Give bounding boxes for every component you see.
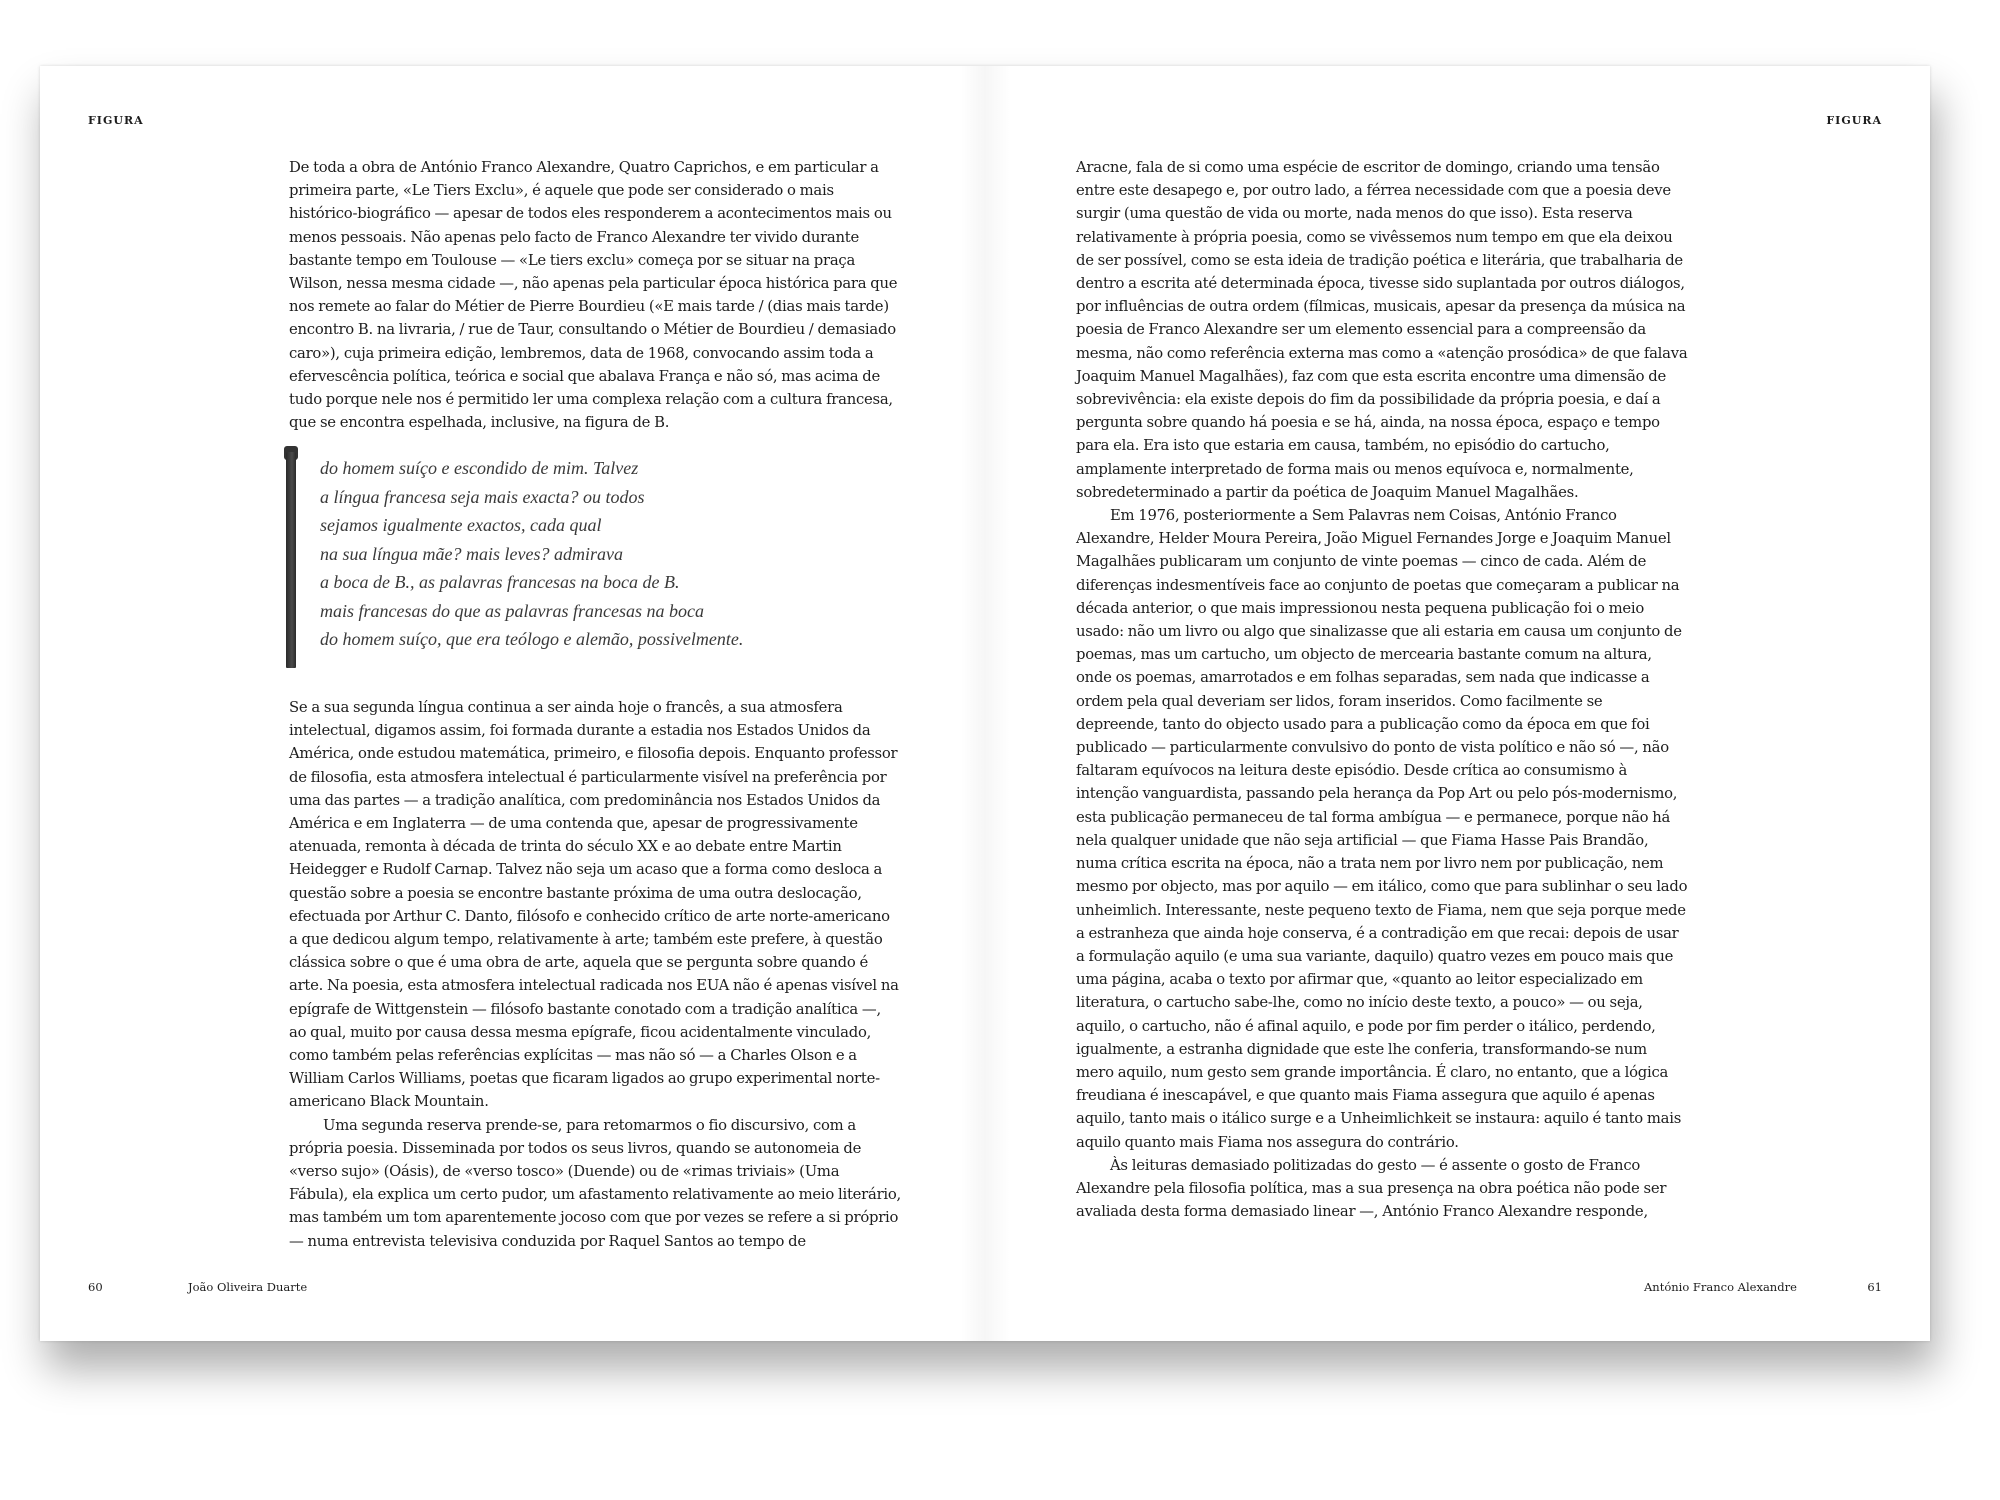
page-number-left: 60 xyxy=(88,1280,103,1294)
left-page-paragraphs-2 xyxy=(289,696,901,1253)
poem-line: na sua língua mãe? mais leves? admirava xyxy=(320,543,623,564)
running-head-left: FIGURA xyxy=(88,114,144,127)
poem-line: do homem suíço e escondido de mim. Talvez xyxy=(320,458,639,478)
poem-line: a boca de B., as palavras francesas na boca de B. xyxy=(320,572,680,592)
paragraph: Às leituras demasiado politizadas do gesto — é assente o gosto de Franco Alexandre pela filosofia política, mas a sua presença na obra poética não pode ser avaliada desta forma demasiado linear —, António Franco Alexandre responde, xyxy=(1076,1156,1667,1221)
paragraph: Se a sua segunda língua continua a ser ainda hoje o francês, a sua atmosfera intelectual, digamos assim, foi formada durante a estadia nos Estados Unidos da América, onde estudou matemática, primeiro, e filosofia depois. Enquanto professor de filosofia, esta atmosfera intelectual é particularmente visível na preferência por uma das partes — a tradição analítica, com predominância nos Estados Unidos da América e em Inglaterra — de uma contenda que, apesar de progressivamente atenuada, remonta à década de trinta do século XX e ao debate entre Martin Heidegger e Rudolf Carnap. Talvez não seja um acaso que a forma como desloca a questão sobre a poesia se encontre bastante próxima de uma outra deslocação, efectuada por Arthur C. Danto, filósofo e conhecido crítico de arte norte-americano a que dedicou algum tempo, relativamente à arte; também este prefere, à questão clássica sobre o que é uma obra de arte, aquela que se pergunta sobre quando é arte. Na poesia, esta atmosfera intelectual radicada nos EUA não é apenas visível na epígrafe de Wittgenstein — filósofo bastante conotado com a tradição analítica —, ao qual, muito por causa dessa mesma epígrafe, ficou acidentalmente vinculado, como também pelas referências explícitas — mas não só — a Charles Olson e a William Carlos Williams, poetas que ficaram ligados ao grupo experimental norte-americano Black Mountain. xyxy=(289,699,899,1111)
poem-lines xyxy=(320,454,743,654)
brush-stroke-bar xyxy=(286,452,296,668)
paragraph: Em 1976, posteriormente a Sem Palavras nem Coisas, António Franco Alexandre, Helder Moura Pereira, João Miguel Fernandes Jorge e Joaquim Manuel Magalhães publicaram um conjunto de vinte poemas — cinco de cada. Além de diferenças indesmentíveis face ao conjunto de poetas que começaram a publicar na década anterior, o que mais impressionou nesta pequena publicação foi o meio usado: não um livro ou algo que sinalizasse que ali estaria em causa um conjunto de poemas, mas um cartucho, um objecto de mercearia bastante comum na altura, onde os poemas, amarrotados e em folhas separadas, sem nada que indicasse a ordem pela qual deveriam ser lidos, foram inseridos. Como facilmente se depreende, tanto do objecto usado para a publicação como da época em que foi publicado — particularmente convulsivo do ponto de vista político e não só —, não faltaram equívocos na leitura deste episódio. Desde crítica ao consumismo à intenção vanguardista, passando pela herança da Pop Art ou pelo pós-modernismo, esta publicação permaneceu de tal forma ambígua — e permanece, porque não há nela qualquer unidade que não seja artificial — que Fiama Hasse Pais Brandão, numa crítica escrita na época, não a trata nem por livro nem por publicação, nem mesmo por objecto, mas por aquilo — em itálico, como que para sublinhar o seu lado unheimlich. Interessante, neste pequeno texto de Fiama, nem que seja porque mede a estranheza que ainda hoje conserva, é a contradição em que recai: depois de usar a formulação aquilo (e uma sua variante, daquilo) quatro vezes em pouco mais que uma página, acaba o texto por afirmar que, «quanto ao leitor especializado em literatura, o cartucho sabe-lhe, como no início deste texto, a pouco» — ou seja, aquilo, o cartucho, não é afinal aquilo, e pode por fim perder o itálico, perdendo, igualmente, a estranha dignidade que este lhe conferia, transformando-se num mero aquilo, num gesto sem grande importância. É claro, no entanto, que a lógica freudiana é inescapável, e que quanto mais Fiama assegura que aquilo é apenas aquilo, tanto mais o itálico surge e a Unheimlichkeit se instaura: aquilo é tanto mais aquilo quanto mais Fiama nos assegura do contrário. xyxy=(1076,507,1688,1151)
poem-line: do homem suíço, que era teólogo e alemão, possivelmente. xyxy=(320,629,744,649)
footer-title: António Franco Alexandre xyxy=(1644,1280,1797,1294)
poem-line: sejamos igualmente exactos, cada qual xyxy=(320,515,602,535)
page-number-right: 61 xyxy=(1867,1280,1882,1294)
running-head-right: FIGURA xyxy=(1826,114,1882,127)
poem-line: a língua francesa seja mais exacta? ou todos xyxy=(320,486,645,507)
footer-author: João Oliveira Duarte xyxy=(188,1280,308,1294)
right-page-paragraphs xyxy=(1076,156,1688,1223)
poem-excerpt xyxy=(286,452,846,674)
spine-shadow xyxy=(960,66,1010,1341)
poem-line: mais francesas do que as palavras francesas na boca xyxy=(320,600,704,621)
paragraph: Uma segunda reserva prende-se, para retomarmos o fio discursivo, com a própria poesia. Disseminada por todos os seus livros, quando se autonomeia de «verso sujo» (Oásis), de «verso tosco» (Duende) ou de «rimas triviais» (Uma Fábula), ela explica um certo pudor, um afastamento relativamente ao meio literário, mas também um tom aparentemente jocoso com que por vezes se refere a si próprio — numa entrevista televisiva conduzida por Raquel Santos ao tempo de xyxy=(289,1116,901,1250)
paragraph: Aracne, fala de si como uma espécie de escritor de domingo, criando uma tensão entre este desapego e, por outro lado, a férrea necessidade com que a poesia deve surgir (uma questão de vida ou morte, nada menos do que isso). Esta reserva relativamente à própria poesia, como se vivêssemos num tempo em que ela deixou de ser possível, como se esta ideia de tradição poética e literária, que trabalharia de dentro a escrita até determinada época, tivesse sido suplantada por outros diálogos, por influências de outra ordem (fílmicas, musicais, apesar da presença da música na poesia de Franco Alexandre ser um elemento essencial para a compreensão da mesma, não como referência externa mas como a «atenção prosódica» de que falava Joaquim Manuel Magalhães), faz com que esta escrita encontre uma dimensão de sobrevivência: ela existe depois do fim da possibilidade da própria poesia, e daí a pergunta sobre quando há poesia e se há, ainda, na nossa época, espaço e tempo para ela. Era isto que estaria em causa, também, no episódio do cartucho, amplamente interpretado de forma mais ou menos equívoca e, normalmente, sobredeterminado a partir da poética de Joaquim Manuel Magalhães. xyxy=(1076,159,1688,501)
book-spread xyxy=(40,66,1930,1341)
paragraph: De toda a obra de António Franco Alexandre, Quatro Caprichos, e em particular a primeira parte, «Le Tiers Exclu», é aquele que pode ser considerado o mais histórico-biográfico — apesar de todos eles responderem a acontecimentos mais ou menos pessoais. Não apenas pelo facto de Franco Alexandre ter vivido durante bastante tempo em Toulouse — «Le tiers exclu» começa por se situar na praça Wilson, nessa mesma cidade —, não apenas pela particular época histórica para que nos remete ao falar do Métier de Pierre Bourdieu («E mais tarde / (dias mais tarde) encontro B. na livraria, / rue de Taur, consultando o Métier de Bourdieu / demasiado caro»), cuja primeira edição, lembremos, data de 1968, convocando assim toda a efervescência política, teórica e social que abalava França e não só, mas acima de tudo porque nele nos é permitido ler uma complexa relação com a cultura francesa, que se encontra espelhada, inclusive, na figura de B. xyxy=(289,159,898,432)
left-page-paragraph-1 xyxy=(289,156,901,434)
